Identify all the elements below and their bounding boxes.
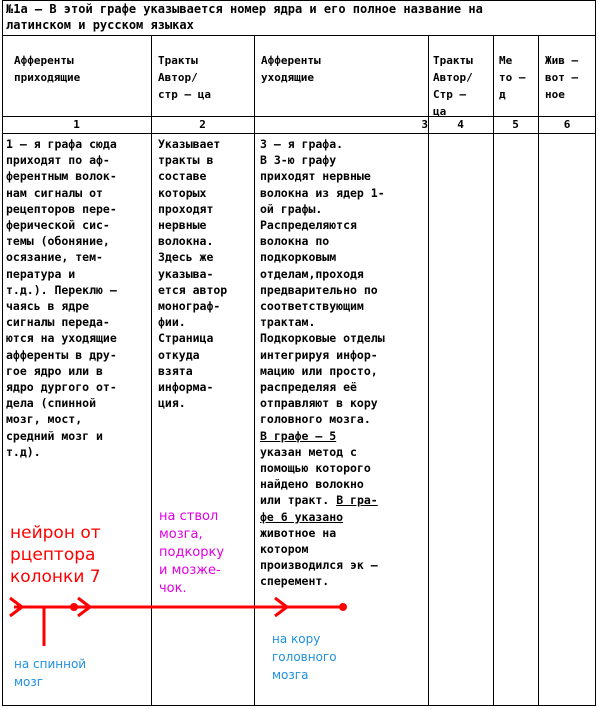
- header-afferents-outgoing: Афференты уходящие: [261, 54, 321, 84]
- column-3-underlined: В гра- фе 6 указано: [260, 493, 378, 524]
- annotation-cortex: на кору головного мозга: [272, 632, 337, 682]
- cell-column-2: Указывает тракты в составе которых проходят нервные волокна. Здесь же указыва- ется автор монограф- фии. Страница откуда взята информа- ция.: [158, 137, 228, 411]
- column-3-text: указан метод с помощью которого найдено волокно или тракт.: [260, 444, 371, 508]
- neural-pathway-line: [10, 598, 346, 646]
- header-tracts-author-2: Тракты Автор/ Стр – ца: [433, 54, 473, 118]
- header-tracts-author: Тракты Автор/ стр – ца: [158, 54, 211, 101]
- column-3-text: 3 – я графа. В 3-ю графу приходят нервные волокна из ядер 1- ой графы. Распределяются волокна по подкорковым отделам,проходя предварительно по соответствующим трактам. Подкорковые отделы интегрируя инфор- мацию или просто, распределяя её отправляют в кору головного мозга.: [260, 137, 385, 427]
- pathway-node: [70, 603, 78, 611]
- column-3-text: животное на котором производился эк – сперемент.: [260, 525, 378, 589]
- header-animal: Жив – вот – ное: [545, 54, 579, 101]
- pathway-node: [339, 603, 347, 611]
- column-number: 4: [457, 118, 464, 131]
- table-title: №1а – В этой графе указывается номер ядра и его полное название на латинском и русском языках: [6, 2, 483, 32]
- header-afferents-incoming: Афференты приходящие: [14, 54, 81, 84]
- column-3-underlined: В графе – 5: [260, 428, 337, 443]
- cell-column-1: 1 – я графа сюда приходят по аф- ферентным волок- нам сигналы от рецепторов пере- ферической сис- темы (обоняние, осязание, тем- пература и т.д.). Переклю – чаясь в ядре сигналы переда- ются на уходящие афференты в дру- гое ядро или в ядро дургого от- дела (спинной мозг, мост, средний мозг и т.д).: [6, 137, 117, 459]
- column-number: 1: [73, 118, 80, 131]
- column-number: 5: [512, 118, 519, 131]
- annotation-neuron-receptor: нейрон от рцептора колонки 7: [10, 523, 101, 587]
- column-number: 3: [421, 118, 428, 131]
- annotation-brainstem: на ствол мозга, подкорку и мозже- чок.: [159, 509, 225, 596]
- annotation-spinal-cord: на спинной мозг: [14, 657, 87, 689]
- header-method: Ме то – д: [499, 54, 526, 101]
- column-number: 6: [563, 118, 571, 131]
- column-number: 2: [199, 118, 206, 131]
